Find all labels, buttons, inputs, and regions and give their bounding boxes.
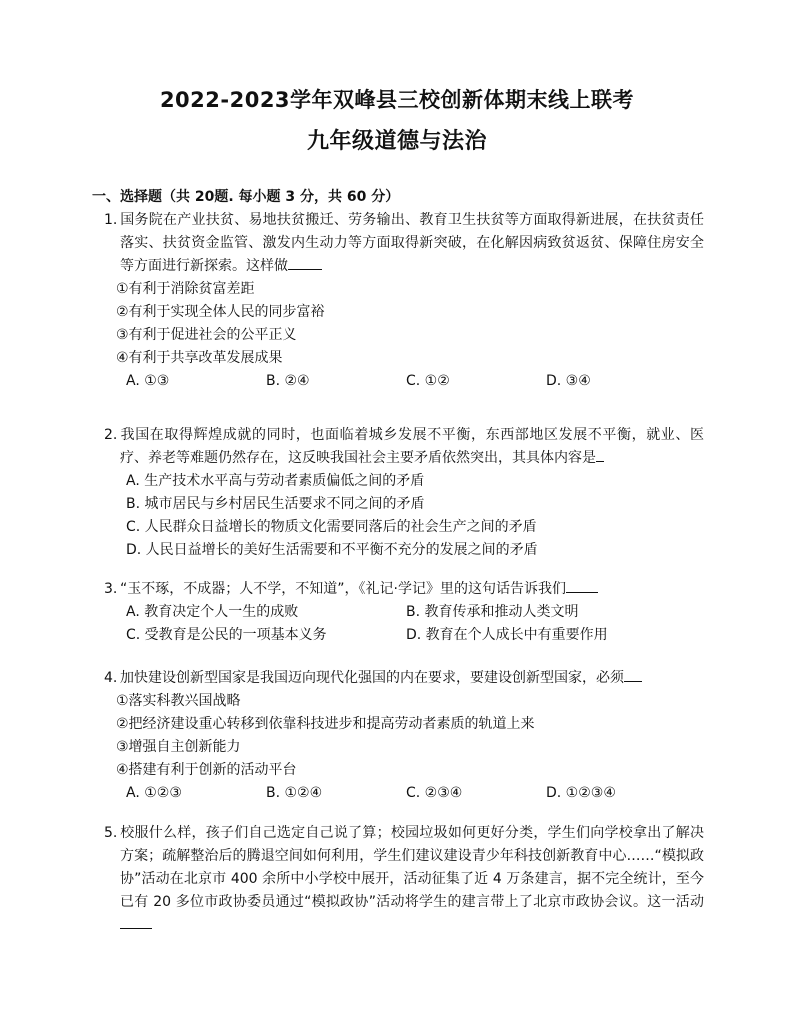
statement: ③有利于促进社会的公平正义 [116,327,297,343]
option-b: B. 教育传承和推动人类文明 [406,604,579,620]
question-number: 4. [104,670,118,686]
section-heading: 一、选择题（共 20题. 每小题 3 分，共 60 分） [92,189,400,205]
question-3 [104,578,704,647]
statement: ②把经济建设重心转移到依靠科技进步和提高劳动者素质的轨道上来 [116,716,535,732]
question-text: 加快建设创新型国家是我国迈向现代化强国的内在要求，要建设创新型国家，必须 [120,670,624,686]
option-b: B. ①②④ [266,785,323,801]
option-d: D. ③④ [546,373,591,389]
statement: ①有利于消除贫富差距 [116,281,255,297]
option-c: C. ①② [406,373,450,389]
option-a: A. ①②③ [126,785,182,801]
options-row [104,782,704,805]
option-a: A. ①③ [126,373,170,389]
question-4 [104,667,704,805]
statement: ④搭建有利于创新的活动平台 [116,762,297,778]
question-5 [104,822,704,937]
option-a: A. 教育决定个人一生的成败 [126,604,299,620]
question-text: 校服什么样，孩子们自己选定自己说了算；校园垃圾如何更好分类，学生们向学校拿出了解决方案；疏解整治后的腾退空间如何利用，学生们建议建设青少年科技创新教育中心……“模拟政协”活动在北京市 400 余所中小学校中展开，活动征集了近 4 万条建言，据不完全统计，至今已有 20 多位市政协委员通过“模拟政协”活动将学生的建言带上了北京市政协会议。这一活动 [120,825,704,910]
option-c: C. 人民群众日益增长的物质文化需要同落后的社会生产之间的矛盾 [126,519,537,535]
question-stem [104,209,704,278]
question-text: “玉不琢，不成器；人不学，不知道”，《礼记·学记》里的这句话告诉我们 [120,581,566,597]
question-number: 5. [104,825,118,841]
statement: ①落实科教兴国战略 [116,693,241,709]
question-stem [104,667,704,690]
question-text: 我国在取得辉煌成就的同时，也面临着城乡发展不平衡，东西部地区发展不平衡，就业、医疗、养老等难题仍然存在，这反映我国社会主要矛盾依然突出，其具体内容是 [120,427,704,466]
question-2 [104,424,704,562]
question-stem [104,578,704,601]
answer-blank [288,255,322,270]
options-row [104,370,704,393]
statement: ②有利于实现全体人民的同步富裕 [116,304,325,320]
statement: ④有利于共享改革发展成果 [116,350,283,366]
answer-blank [120,914,152,929]
option-b: B. ②④ [266,373,310,389]
exam-subject: 九年级道德与法治 [306,129,487,154]
question-1 [104,209,704,393]
question-number: 3. [104,581,118,597]
exam-title: 2022-2023学年双峰县三校创新体期末线上联考 [159,88,635,112]
option-d: D. 人民日益增长的美好生活需要和不平衡不充分的发展之间的矛盾 [126,542,538,558]
options-row [104,624,704,647]
question-stem [104,424,704,470]
option-c: C. ②③④ [406,785,463,801]
answer-blank [566,578,598,593]
options-row [104,601,704,624]
option-d: D. ①②③④ [546,785,616,801]
option-d: D. 教育在个人成长中有重要作用 [406,627,608,643]
question-number: 2. [104,427,118,443]
question-text: 国务院在产业扶贫、易地扶贫搬迁、劳务输出、教育卫生扶贫等方面取得新进展，在扶贫责任落实、扶贫资金监管、激发内生动力等方面取得新突破，在化解因病致贫返贫、保障住房安全等方面进行新探索。这样做 [120,212,704,274]
option-c: C. 受教育是公民的一项基本义务 [126,627,327,643]
answer-blank [596,447,604,462]
option-b: B. 城市居民与乡村居民生活要求不同之间的矛盾 [126,496,425,512]
question-stem [104,822,704,937]
answer-blank [624,667,642,682]
statement: ③增强自主创新能力 [116,739,241,755]
option-a: A. 生产技术水平高与劳动者素质偏低之间的矛盾 [126,473,425,489]
question-number: 1. [104,212,118,228]
